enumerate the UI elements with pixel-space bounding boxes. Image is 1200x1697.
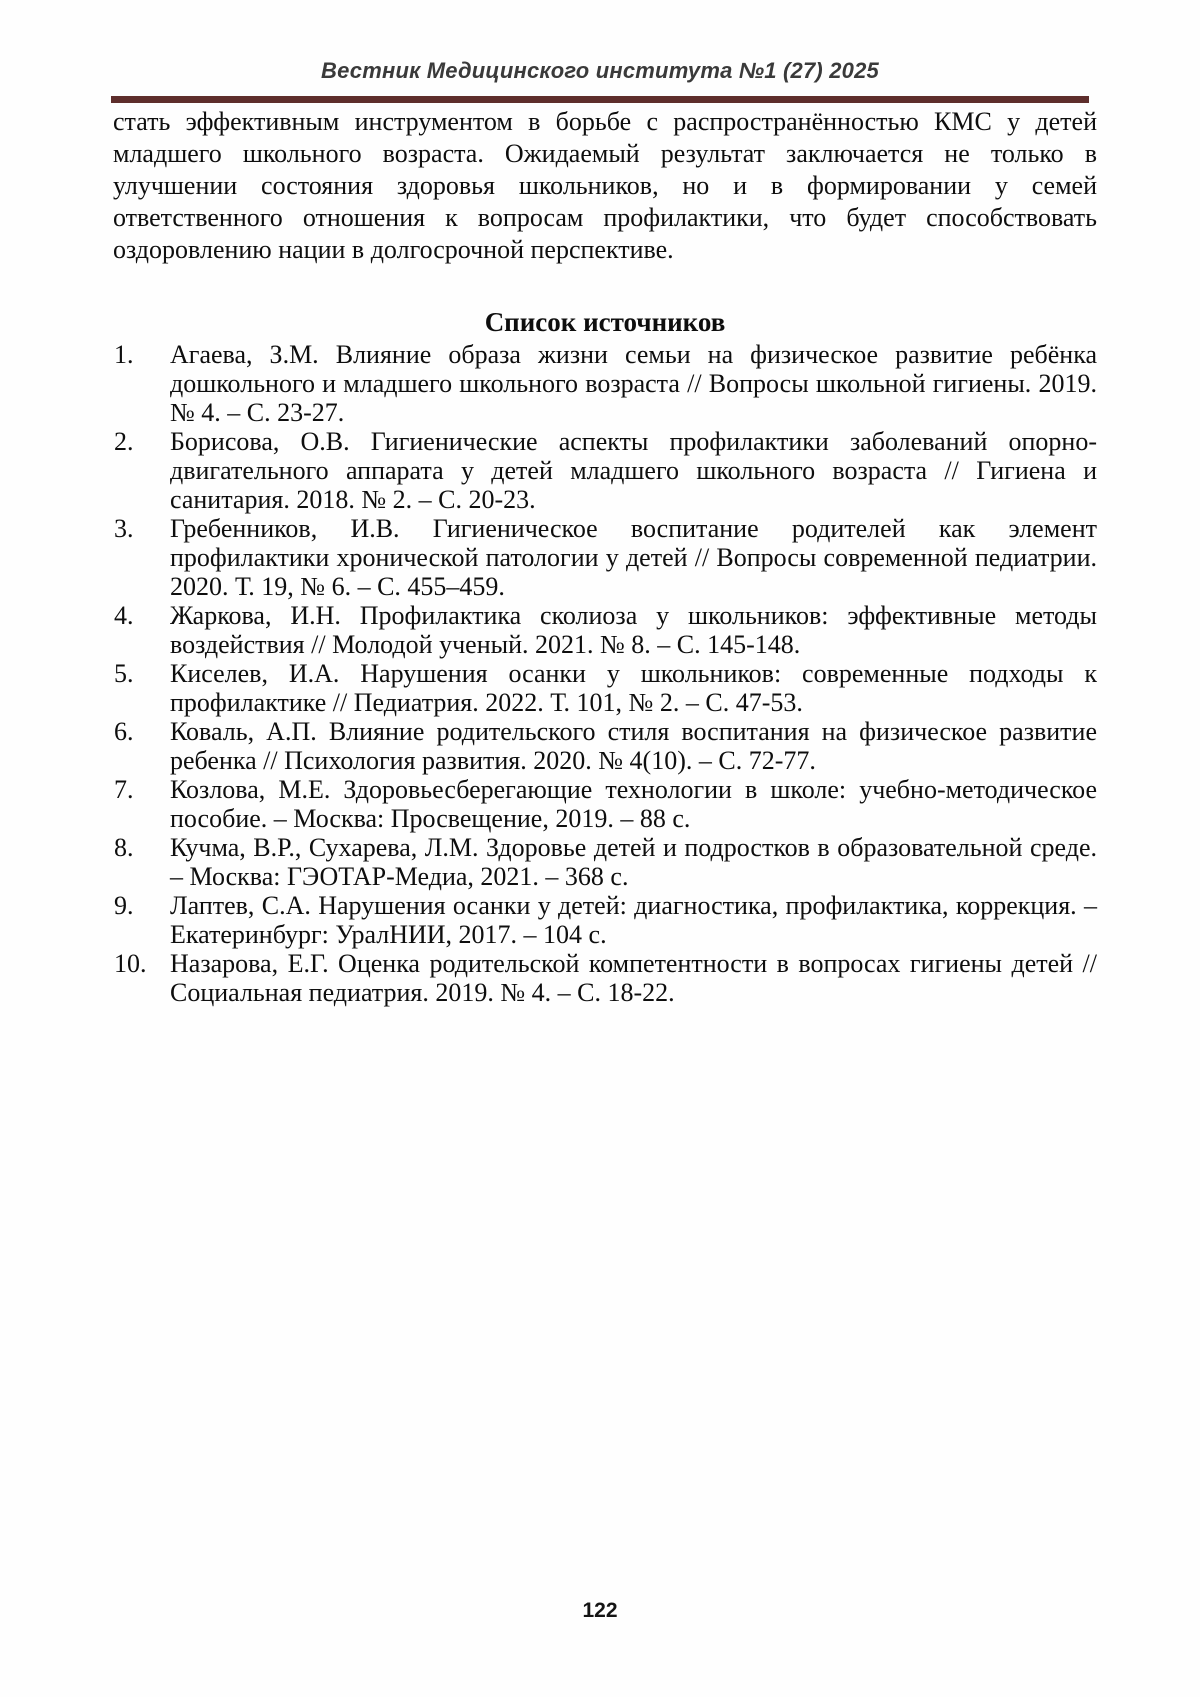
reference-item xyxy=(113,427,1097,514)
reference-item xyxy=(113,340,1097,427)
reference-number: 2. xyxy=(114,427,134,456)
page-number: 122 xyxy=(582,1599,618,1622)
reference-item xyxy=(113,514,1097,601)
reference-text: Лаптев, С.А. Нарушения осанки у детей: диагностика, профилактика, коррекция. – Екатеринбург: УралНИИ, 2017. – 104 с. xyxy=(170,891,1097,949)
reference-text: Гребенников, И.В. Гигиеническое воспитание родителей как элемент профилактики хронической патологии у детей // Вопросы современной педиатрии. 2020. Т. 19, № 6. – С. 455–459. xyxy=(170,514,1097,601)
reference-item xyxy=(113,891,1097,949)
reference-item xyxy=(113,601,1097,659)
reference-number: 7. xyxy=(114,775,134,804)
reference-text: Коваль, А.П. Влияние родительского стиля воспитания на физическое развитие ребенка // Психология развития. 2020. № 4(10). – С. 72-77. xyxy=(170,717,1097,775)
page-footer xyxy=(0,1599,1200,1623)
running-head xyxy=(0,58,1200,84)
reference-text: Борисова, О.В. Гигиенические аспекты профилактики заболеваний опорно-двигательного аппарата у детей младшего школьного возраста // Гигиена и санитария. 2018. № 2. – С. 20-23. xyxy=(170,427,1097,514)
body-paragraph: стать эффективным инструментом в борьбе с распространённостью КМС у детей младшего школьного возраста. Ожидаемый результат заключается не только в улучшении состояния здоровья школьников, но и в формировании у семей ответственного отношения к вопросам профилактики, что будет способствовать оздоровлению нации в долгосрочной перспективе. xyxy=(113,107,1097,264)
reference-item xyxy=(113,833,1097,891)
reference-text: Киселев, И.А. Нарушения осанки у школьников: современные подходы к профилактике // Педиатрия. 2022. Т. 101, № 2. – С. 47-53. xyxy=(170,659,1097,717)
references-heading: Список источников xyxy=(484,307,726,337)
reference-text: Агаева, З.М. Влияние образа жизни семьи на физическое развитие ребёнка дошкольного и младшего школьного возраста // Вопросы школьной гигиены. 2019. № 4. – С. 23-27. xyxy=(170,340,1097,427)
reference-number: 4. xyxy=(114,601,134,630)
references-list xyxy=(113,340,1097,1007)
reference-number: 5. xyxy=(114,659,134,688)
reference-number: 1. xyxy=(114,340,134,369)
reference-item xyxy=(113,717,1097,775)
reference-text: Козлова, М.Е. Здоровьесберегающие технологии в школе: учебно-методическое пособие. – Москва: Просвещение, 2019. – 88 с. xyxy=(170,775,1097,833)
reference-number: 3. xyxy=(114,514,134,543)
reference-item xyxy=(113,949,1097,1007)
reference-text: Назарова, Е.Г. Оценка родительской компетентности в вопросах гигиены детей // Социальная педиатрия. 2019. № 4. – С. 18-22. xyxy=(170,949,1097,1007)
reference-text: Кучма, В.Р., Сухарева, Л.М. Здоровье детей и подростков в образовательной среде. – Москва: ГЭОТАР-Медиа, 2021. – 368 с. xyxy=(170,833,1097,891)
reference-item xyxy=(113,659,1097,717)
journal-title: Вестник Медицинского института №1 (27) 2025 xyxy=(320,58,879,83)
reference-number: 9. xyxy=(114,891,134,920)
reference-item xyxy=(113,775,1097,833)
header-rule xyxy=(111,96,1089,103)
reference-number: 10. xyxy=(114,949,147,978)
reference-number: 6. xyxy=(114,717,134,746)
reference-number: 8. xyxy=(114,833,134,862)
page-content xyxy=(113,106,1097,1007)
reference-text: Жаркова, И.Н. Профилактика сколиоза у школьников: эффективные методы воздействия // Молодой ученый. 2021. № 8. – С. 145-148. xyxy=(170,601,1097,659)
